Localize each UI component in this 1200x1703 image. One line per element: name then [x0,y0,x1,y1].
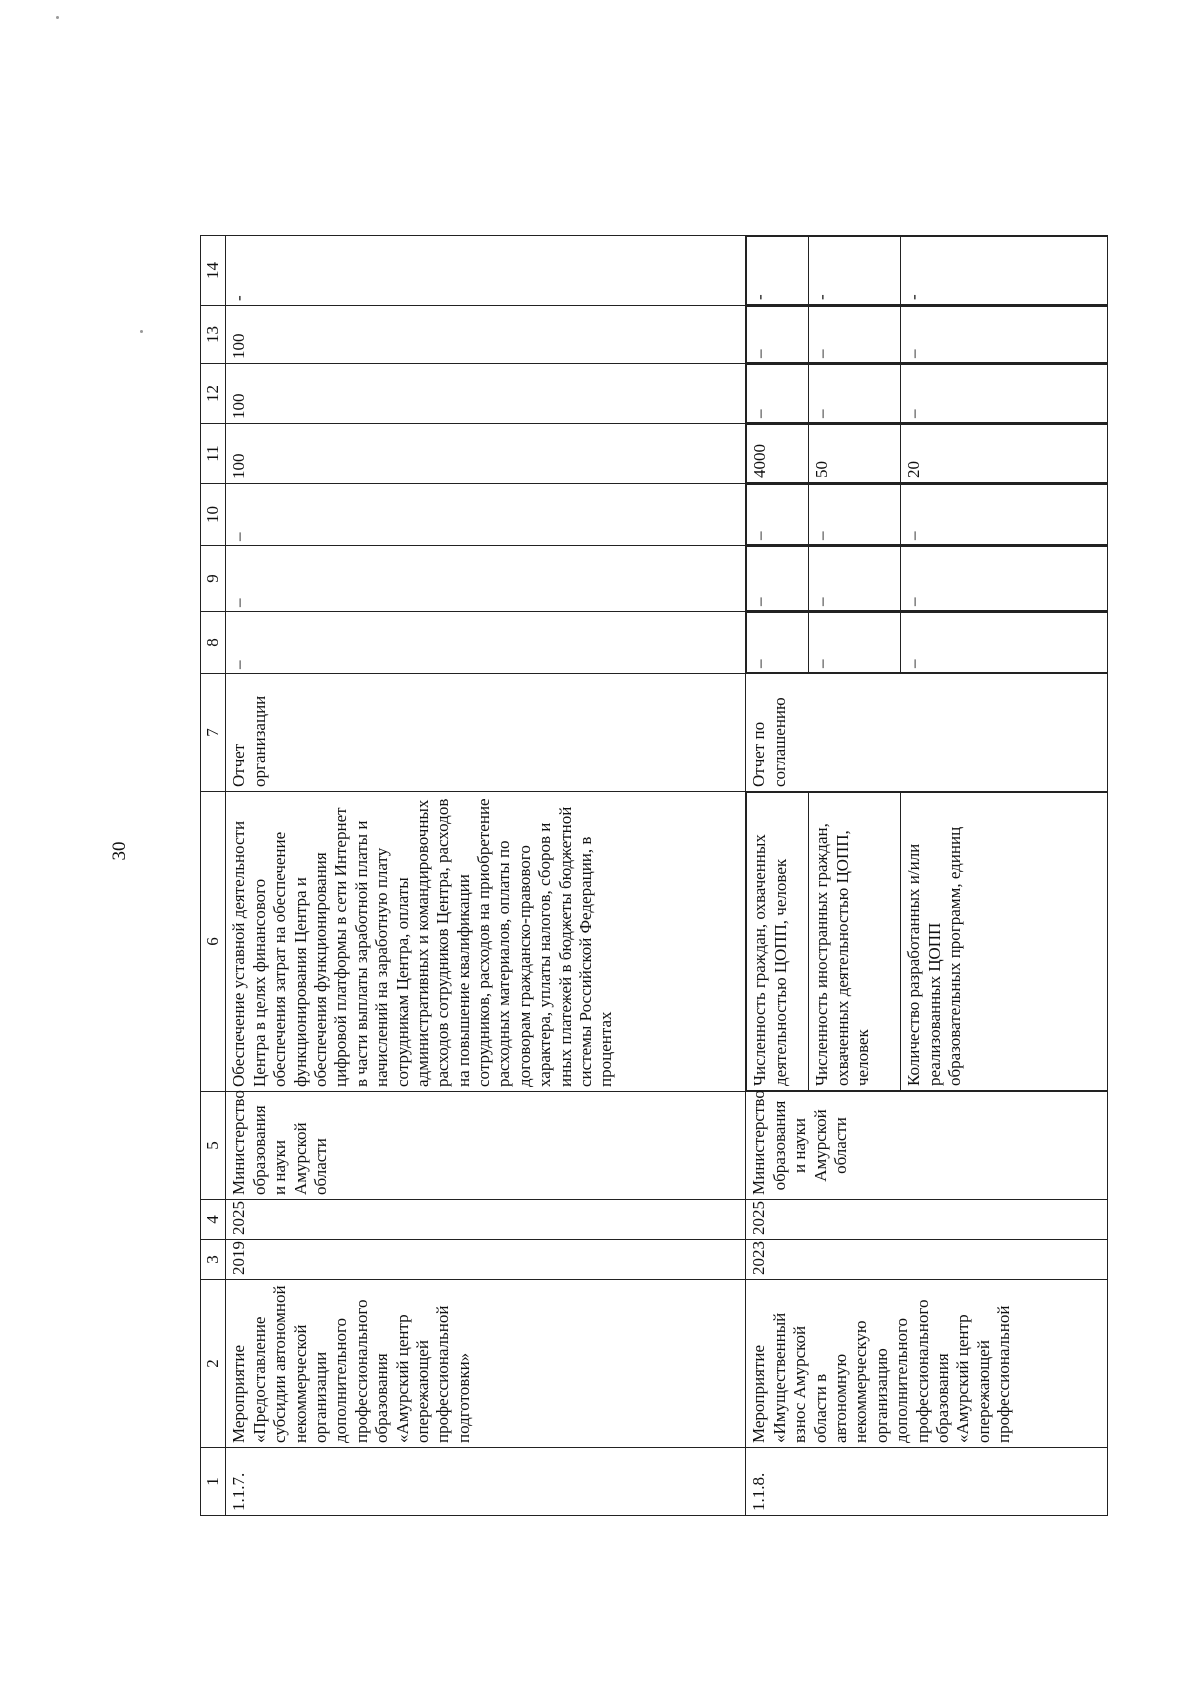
scan-dot [56,16,59,19]
indicator-text: Численность граждан, охваченных деятельностью ЦОПП, человек [747,793,809,1091]
value-col-9: – [226,546,746,612]
header-col-14: 14 [201,236,226,306]
header-col-3: 3 [201,1240,226,1280]
value-col-9-cell [746,546,1108,612]
value-col-14: - [901,237,1108,305]
header-col-6: 6 [201,792,226,1092]
header-col-13: 13 [201,306,226,364]
value-col-14: - [809,237,901,305]
value-col-8: – [226,612,746,674]
value-col-13: – [809,307,901,363]
value-col-14: - [747,237,809,305]
value-col-8: – [901,613,1108,673]
end-year: 2025 [226,1200,746,1240]
value-col-8-cell [746,612,1108,674]
value-col-10: – [226,484,746,546]
header-col-1: 1 [201,1448,226,1516]
indicator-text: Обеспечение уставной деятельности Центра в целях финансового обеспечения затрат на обеспечение функционирования Центра и обеспечения функционирования цифровой платформы в сети Интернет в части выплаты заработной платы и начислений на заработную плату сотрудникам Центра, оплаты административных и командировочных расходов сотрудников Центра, расходов на повышение квалификации сотрудников, расходов на приобретение расходных материалов, оплаты по договорам гражданско-правового характера, уплаты налогов, сборов и иных платежей в бюджеты бюджетной системы Российской Федерации, в процентах [226,792,746,1092]
value-col-9: – [901,547,1108,611]
table-row-1-1-8 [746,236,1108,1516]
indicator-text: Численность иностранных граждан, охваченных деятельностью ЦОПП, человек [809,793,901,1091]
value-col-8: – [747,613,809,673]
start-year: 2019 [226,1240,746,1280]
header-col-4: 4 [201,1200,226,1240]
activity-name: Мероприятие «Имущественный взнос Амурской области в автономную некоммерческую организацию дополнительного профессионального образования «Амурский центр опережающей профессиональной [746,1280,1108,1448]
value-col-12: 100 [226,364,746,424]
value-col-12-cell [746,364,1108,424]
activities-table [200,235,1108,1516]
value-col-12: – [747,365,809,423]
executor: Министерство образования и науки Амурской области [746,1092,1108,1200]
value-col-10-cell [746,484,1108,546]
data-source: Отчет организации [226,674,746,792]
value-col-12: – [809,365,901,423]
header-col-9: 9 [201,546,226,612]
header-col-12: 12 [201,364,226,424]
value-col-10: – [747,485,809,545]
header-col-5: 5 [201,1092,226,1200]
header-col-11: 11 [201,424,226,484]
header-col-7: 7 [201,674,226,792]
data-source: Отчет по соглашению [746,674,1108,792]
value-col-9: – [747,547,809,611]
value-col-14: - [226,236,746,306]
executor: Министерство образования и науки Амурской области [226,1092,746,1200]
table-rotated-container [200,46,1180,1516]
indicator-cell [746,792,1108,1092]
value-col-10: – [901,485,1108,545]
activity-name: Мероприятие «Предоставление субсидии автономной некоммерческой организации дополнительного профессионального образования «Амурский центр опережающей профессиональной подготовки» [226,1280,746,1448]
table-header-row [201,236,226,1516]
value-col-13-cell [746,306,1108,364]
indicator-text: Количество разработанных и/или реализованных ЦОПП образовательных программ, единиц [901,793,1108,1091]
end-year: 2025 [746,1200,1108,1240]
value-col-11-cell [746,424,1108,484]
value-col-11: 4000 [747,425,809,483]
header-col-8: 8 [201,612,226,674]
value-col-11: 20 [901,425,1108,483]
value-col-13: – [747,307,809,363]
value-col-11: 100 [226,424,746,484]
value-col-13: 100 [226,306,746,364]
value-col-8: – [809,613,901,673]
indicator-subtable [746,792,1107,1091]
value-col-14-cell [746,236,1108,306]
value-col-9: – [809,547,901,611]
start-year: 2023 [746,1240,1108,1280]
row-number: 1.1.8. [746,1448,1108,1516]
value-col-10: – [809,485,901,545]
scan-dot [140,330,143,333]
table-row-1-1-7 [226,236,746,1516]
row-number: 1.1.7. [226,1448,746,1516]
header-col-10: 10 [201,484,226,546]
value-col-11: 50 [809,425,901,483]
value-col-13: – [901,307,1108,363]
value-col-12: – [901,365,1108,423]
page-number: 30 [109,841,130,861]
header-col-2: 2 [201,1280,226,1448]
